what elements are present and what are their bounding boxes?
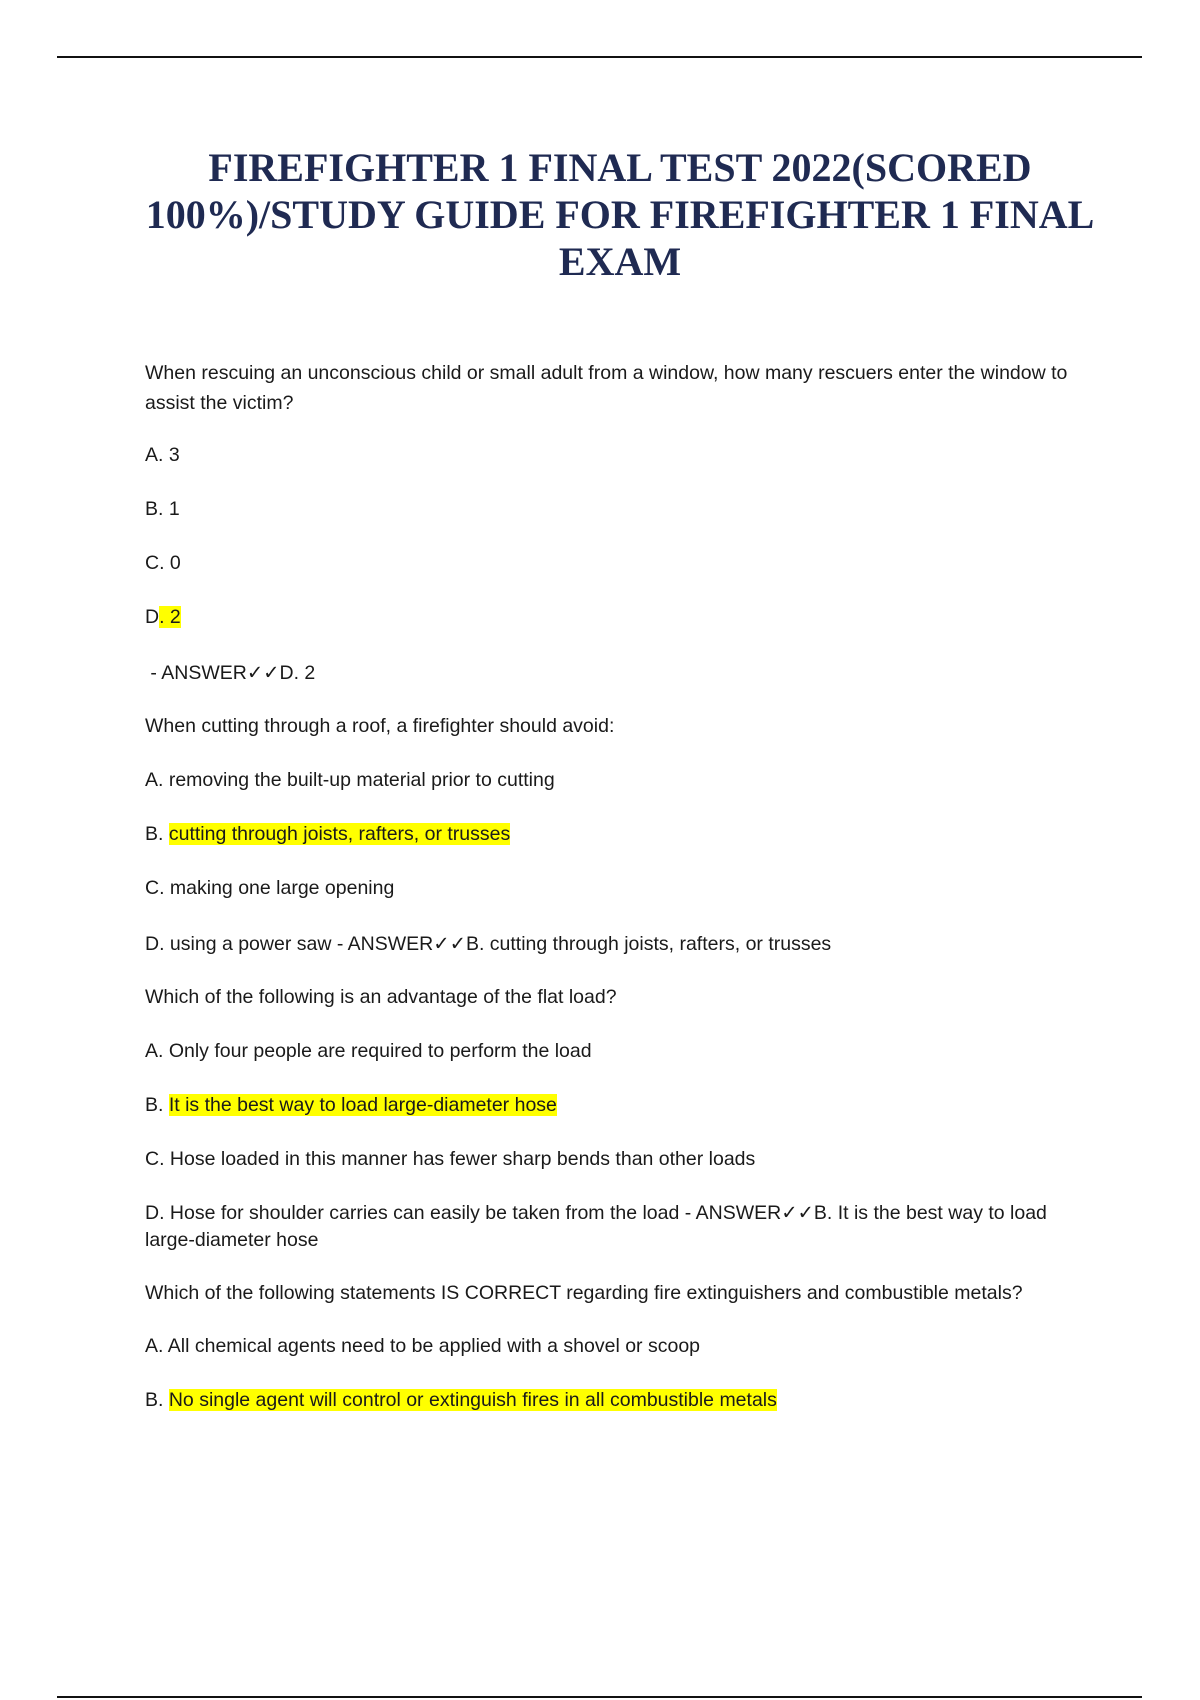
question-4-option-a: A. All chemical agents need to be applied with a shovel or scoop — [145, 1335, 701, 1357]
question-1-answer: - ANSWER✓✓D. 2 — [145, 662, 316, 684]
question-3-option-b — [145, 1090, 1090, 1120]
bottom-rule — [57, 1696, 1142, 1698]
document-title: FIREFIGHTER 1 FINAL TEST 2022(SCORED 100%)/STUDY GUIDE FOR FIREFIGHTER 1 FINAL EXAM — [145, 145, 1095, 284]
question-3-option-a: A. Only four people are required to perform the load — [145, 1040, 592, 1062]
question-1-option-a: A. 3 — [145, 444, 180, 466]
question-4-text: Which of the following statements IS CORRECT regarding fire extinguishers and combustible metals? — [145, 1282, 1023, 1304]
question-3-text: Which of the following is an advantage of the flat load? — [145, 986, 617, 1008]
question-2-option-d-answer: D. using a power saw - ANSWER✓✓B. cutting through joists, rafters, or trusses — [145, 933, 832, 955]
question-3-option-d-answer: D. Hose for shoulder carries can easily be taken from the load - ANSWER✓✓B. It is the best way to load large-diameter hose — [145, 1202, 1047, 1251]
question-2-option-c: C. making one large opening — [145, 877, 395, 899]
top-rule — [57, 56, 1142, 58]
question-1-option-b: B. 1 — [145, 498, 180, 520]
highlighted-answer: No single agent will control or extinguish fires in all combustible metals — [168, 1389, 777, 1411]
option-prefix: B. — [145, 1094, 169, 1116]
question-3-option-c: C. Hose loaded in this manner has fewer sharp bends than other loads — [145, 1148, 756, 1170]
option-prefix: B. — [145, 1389, 169, 1411]
question-1-option-d — [145, 602, 1090, 632]
question-2-text: When cutting through a roof, a firefighter should avoid: — [145, 715, 615, 737]
question-1-text: When rescuing an unconscious child or small adult from a window, how many rescuers enter the window to assist the victim? — [145, 362, 1068, 414]
question-2-option-a: A. removing the built-up material prior to cutting — [145, 769, 555, 791]
question-2-option-b — [145, 819, 1090, 849]
document-body — [145, 358, 1090, 1415]
option-prefix: B. — [145, 823, 169, 845]
highlighted-answer: cutting through joists, rafters, or trusses — [168, 823, 511, 845]
question-4-option-b — [145, 1385, 1090, 1415]
highlighted-answer: . 2 — [159, 606, 181, 628]
highlighted-answer: It is the best way to load large-diameter hose — [168, 1094, 557, 1116]
option-prefix: D — [145, 606, 160, 628]
question-1-option-c: C. 0 — [145, 552, 181, 574]
